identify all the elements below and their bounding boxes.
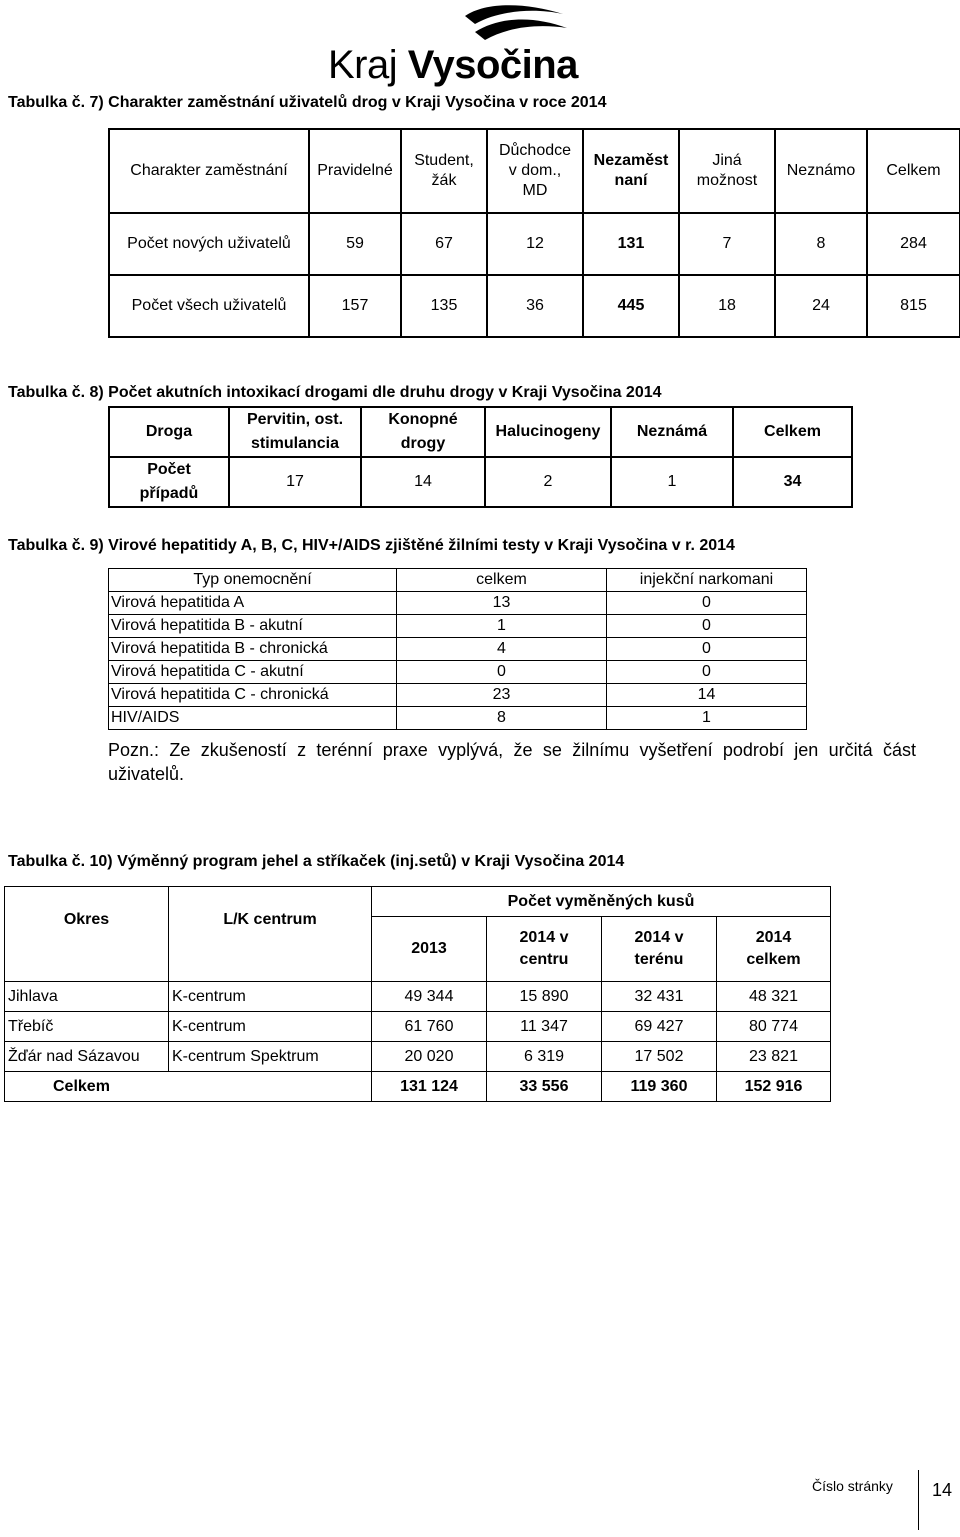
table9-header-cell: Typ onemocnění <box>109 569 397 592</box>
table7-cell: 284 <box>867 213 960 275</box>
table8-cell: 14 <box>361 457 485 507</box>
table10-cell: 11 347 <box>487 1012 602 1042</box>
table10-cell: 131 124 <box>372 1072 487 1102</box>
table9-cell: HIV/AIDS <box>109 707 397 730</box>
table10-cell: 48 321 <box>717 982 831 1012</box>
table7-header-cell: Neznámo <box>775 129 867 213</box>
table8-cell: Počet případů <box>109 457 229 507</box>
table9-cell: 0 <box>607 615 807 638</box>
table9-header-cell: injekční narkomani <box>607 569 807 592</box>
table8-cell: 34 <box>733 457 852 507</box>
table10-cell: 80 774 <box>717 1012 831 1042</box>
table7-caption: Tabulka č. 7) Charakter zaměstnání uživatelů drog v Kraji Vysočina v roce 2014 <box>8 94 607 111</box>
table7-cell: 815 <box>867 275 960 337</box>
table9-cell: 8 <box>397 707 607 730</box>
table10-cell: 32 431 <box>602 982 717 1012</box>
table8-header-cell: Halucinogeny <box>485 407 611 457</box>
table10-caption: Tabulka č. 10) Výměnný program jehel a stříkaček (inj.setů) v Kraji Vysočina 2014 <box>8 853 625 870</box>
table7-header-cell: Pravidelné <box>309 129 401 213</box>
table7-cell: Počet všech uživatelů <box>109 275 309 337</box>
table8-header-cell: Neznámá <box>611 407 733 457</box>
table7-cell: 8 <box>775 213 867 275</box>
table8-header-row <box>109 407 852 457</box>
table7-header-cell: Celkem <box>867 129 960 213</box>
table7-cell: 157 <box>309 275 401 337</box>
table-row <box>109 213 960 275</box>
table7-header-cell: Student, žák <box>401 129 487 213</box>
table8-header-cell: Pervitin, ost. stimulancia <box>229 407 361 457</box>
table7-cell: 36 <box>487 275 583 337</box>
table7-cell: 59 <box>309 213 401 275</box>
table9-header-cell: celkem <box>397 569 607 592</box>
table10-cell: 49 344 <box>372 982 487 1012</box>
table7-header-row <box>109 129 960 213</box>
table-row <box>5 982 831 1012</box>
table9-cell: 13 <box>397 592 607 615</box>
table8-caption: Tabulka č. 8) Počet akutních intoxikací drogami dle druhu drogy v Kraji Vysočina 2014 <box>8 384 662 401</box>
table10-cell: K-centrum <box>169 982 372 1012</box>
table7-cell: 12 <box>487 213 583 275</box>
page-number: 14 <box>932 1480 953 1500</box>
table7-cell: 131 <box>583 213 679 275</box>
table9-cell: 14 <box>607 684 807 707</box>
table10-header-centrum: L/K centrum <box>169 887 372 982</box>
table10-cell: 69 427 <box>602 1012 717 1042</box>
table10-cell: K-centrum Spektrum <box>169 1042 372 1072</box>
table9-cell: 1 <box>607 707 807 730</box>
table10-header-group: Počet vyměněných kusů <box>372 887 831 917</box>
table10-total-label: Celkem <box>5 1072 372 1102</box>
table9-note: Pozn.: Ze zkušeností z terénní praxe vyplývá, že se žilnímu vyšetření podrobí jen určitá část uživatelů. <box>108 740 916 784</box>
table10-header-row <box>5 887 831 917</box>
table10-cell: Jihlava <box>5 982 169 1012</box>
table10-header-okres: Okres <box>5 887 169 982</box>
table-row <box>109 638 807 661</box>
table10-cell: 152 916 <box>717 1072 831 1102</box>
table7-header-cell: Nezaměstnaní <box>583 129 679 213</box>
table8-intoxications <box>108 406 853 508</box>
table8-cell: 17 <box>229 457 361 507</box>
table10-needle-exchange <box>4 886 831 1102</box>
table9-cell: 4 <box>397 638 607 661</box>
table10-cell: Žďár nad Sázavou <box>5 1042 169 1072</box>
logo-word-vysocina: Vysočina <box>407 43 578 87</box>
table-row <box>109 457 852 507</box>
table-row <box>109 275 960 337</box>
table9-cell: 0 <box>607 661 807 684</box>
table7-cell: 7 <box>679 213 775 275</box>
table10-header-cell: 2014 v terénu <box>602 917 717 982</box>
table-row <box>5 1042 831 1072</box>
table10-cell: 119 360 <box>602 1072 717 1102</box>
table7-employment <box>108 128 960 338</box>
table10-total-row <box>5 1072 831 1102</box>
table7-header-cell: Charakter zaměstnání <box>109 129 309 213</box>
table9-cell: Virová hepatitida B - akutní <box>109 615 397 638</box>
table10-cell: 61 760 <box>372 1012 487 1042</box>
table9-hepatitis <box>108 568 807 730</box>
page-number-label: Číslo stránky <box>812 1478 893 1494</box>
table9-cell: Virová hepatitida A <box>109 592 397 615</box>
table7-cell: 18 <box>679 275 775 337</box>
table10-cell: Třebíč <box>5 1012 169 1042</box>
table-row <box>5 1012 831 1042</box>
table9-cell: 23 <box>397 684 607 707</box>
footer-divider <box>918 1470 919 1530</box>
table10-cell: 6 319 <box>487 1042 602 1072</box>
table-row <box>109 592 807 615</box>
table7-cell: 445 <box>583 275 679 337</box>
table10-cell: 20 020 <box>372 1042 487 1072</box>
table9-caption: Tabulka č. 9) Virové hepatitidy A, B, C, HIV+/AIDS zjištěné žilními testy v Kraji Vysočina v r. 2014 <box>8 537 735 554</box>
table10-header-cell: 2014 v centru <box>487 917 602 982</box>
table10-header-cell: 2013 <box>372 917 487 982</box>
table9-cell: Virová hepatitida C - chronická <box>109 684 397 707</box>
table-row <box>109 661 807 684</box>
table8-cell: 2 <box>485 457 611 507</box>
table7-cell: 135 <box>401 275 487 337</box>
table10-cell: 15 890 <box>487 982 602 1012</box>
table7-cell: Počet nových uživatelů <box>109 213 309 275</box>
table7-header-cell: Jiná možnost <box>679 129 775 213</box>
table10-cell: K-centrum <box>169 1012 372 1042</box>
logo-word-kraj: Kraj <box>328 43 398 87</box>
logo-wordmark <box>328 42 578 88</box>
table10-cell: 17 502 <box>602 1042 717 1072</box>
table-row <box>109 615 807 638</box>
table10-cell: 33 556 <box>487 1072 602 1102</box>
table8-header-cell: Droga <box>109 407 229 457</box>
table7-header-cell: Důchodce v dom., MD <box>487 129 583 213</box>
table10-cell: 23 821 <box>717 1042 831 1072</box>
table9-cell: Virová hepatitida C - akutní <box>109 661 397 684</box>
table7-cell: 24 <box>775 275 867 337</box>
table7-cell: 67 <box>401 213 487 275</box>
table8-header-cell: Konopné drogy <box>361 407 485 457</box>
table-row <box>109 707 807 730</box>
table9-cell: 0 <box>607 592 807 615</box>
table8-cell: 1 <box>611 457 733 507</box>
table9-cell: 0 <box>607 638 807 661</box>
table9-cell: 0 <box>397 661 607 684</box>
table9-header-row <box>109 569 807 592</box>
table8-header-cell: Celkem <box>733 407 852 457</box>
table9-cell: 1 <box>397 615 607 638</box>
table10-header-cell: 2014 celkem <box>717 917 831 982</box>
table9-cell: Virová hepatitida B - chronická <box>109 638 397 661</box>
table-row <box>109 684 807 707</box>
